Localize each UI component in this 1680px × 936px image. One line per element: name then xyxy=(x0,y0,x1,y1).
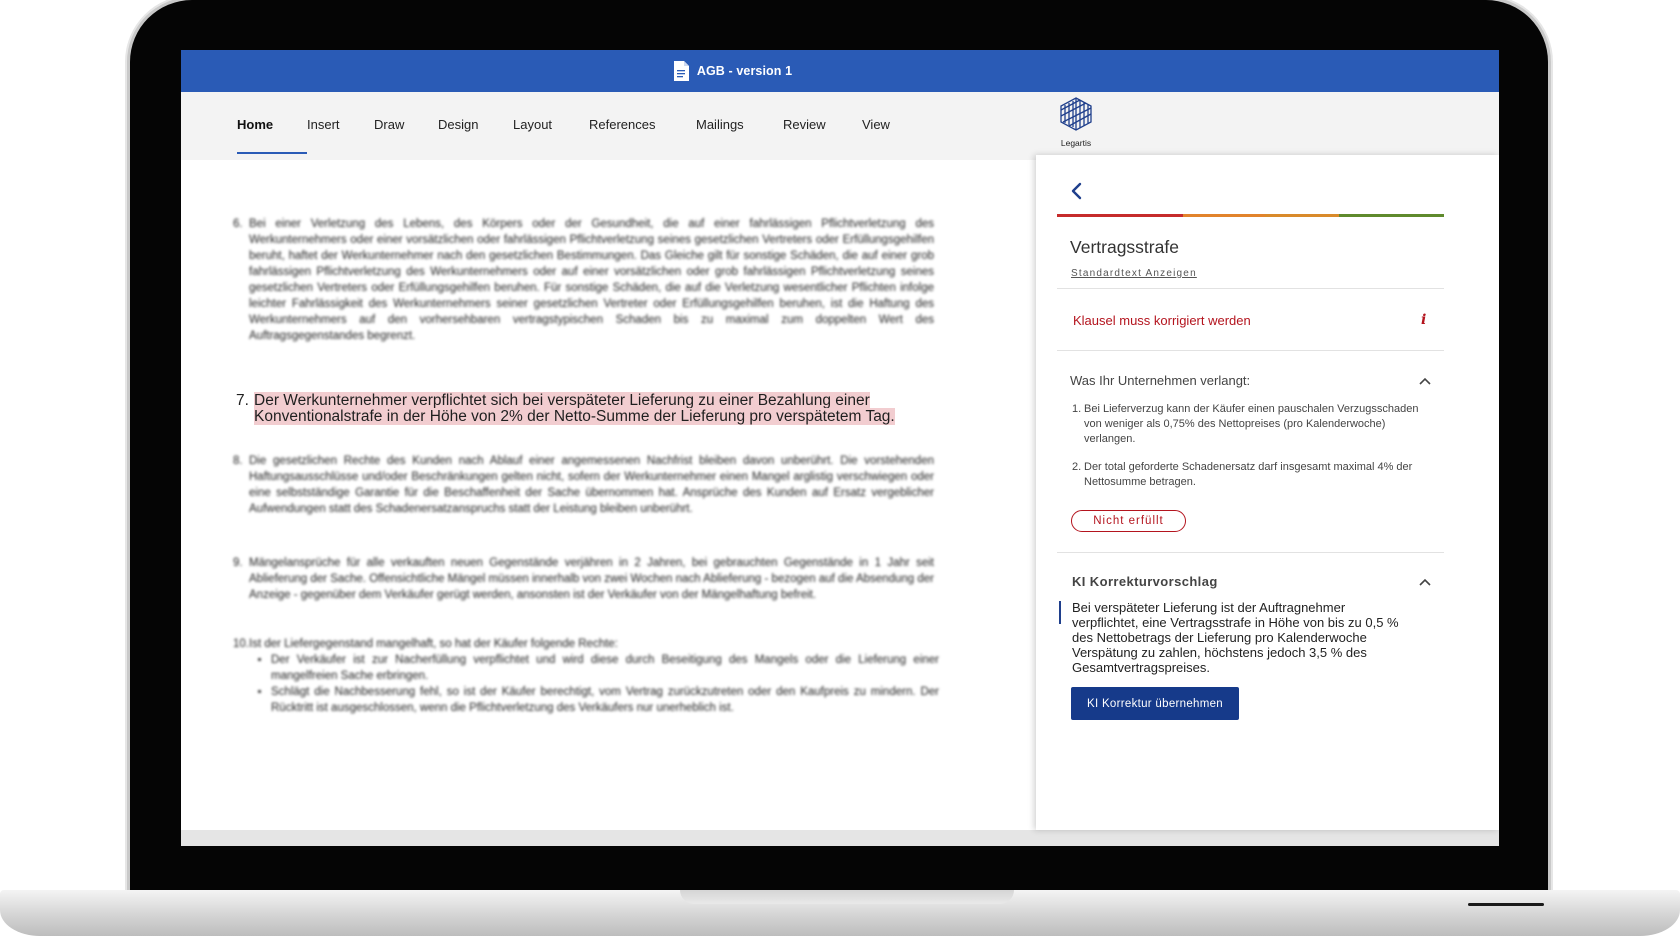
info-icon[interactable]: i xyxy=(1421,312,1427,328)
paragraph-8: 8. Die gesetzlichen Rechte des Kunden nach Ablauf einer angemessenen Nachfrist bleiben davon unberührt. Die vorstehenden Haftungsausschlüsse und/oder Beschränkungen gelten nicht, sofern der Werkunternehmer einen Mangel arglistig verschwiegen oder eine selbstständige Garantie für die Beschaffenheit der Sache übernommen hat. Ansprüche des Kunden auf Ersatz vergeblicher Aufwendungen statt des Schadenersatzanspruchs statt der Leistung bleiben unberührt. xyxy=(233,455,934,515)
legartis-logo-label: Legartis xyxy=(1060,138,1092,148)
ribbon-tabs xyxy=(237,92,912,160)
legartis-logo-icon xyxy=(1058,96,1094,132)
alert-message: Klausel muss korrigiert werden xyxy=(1073,313,1251,328)
tab-layout[interactable]: Layout xyxy=(513,117,553,132)
clause-title: Vertragsstrafe xyxy=(1070,237,1179,257)
divider xyxy=(1057,288,1444,289)
app-screen xyxy=(181,50,1499,846)
document-page[interactable] xyxy=(181,160,1036,830)
paragraph-9: 9. Mängelansprüche für alle verkauften neuen Gegenstände verjähren in 2 Jahren, bei gebrauchten Gegenstände in 1 Jahr seit Ablieferung der Sache. Offensichtliche Mängel müssen innerhalb von zwei Wochen nach Ablieferung - bezogen auf die Absendung der Anzeige - gegenüber dem Verkäufer gerügt werden, ansonsten ist der Verkäufer von der Mängelhaftung befreit. xyxy=(233,557,934,601)
tab-draw[interactable]: Draw xyxy=(374,117,405,132)
list-item: 2. Der total geforderte Schadenersatz darf insgesamt maximal 4% der Nettosumme betragen. xyxy=(1072,461,1413,488)
ai-suggestion-text: Bei verspäteter Lieferung ist der Auftragnehmer verpflichtet, eine Vertragsstrafe in Höhe von bis zu 0,5 % des Nettobetrags der Lieferung pro Kalenderwoche Verspätung zu zahlen, höchstens jedoch 3,5 % des Gesamtvertragspreises. xyxy=(1072,600,1399,675)
divider xyxy=(1057,552,1444,553)
legartis-panel xyxy=(1036,155,1499,830)
list-item: 1. Bei Lieferverzug kann der Käufer einen pauschalen Verzugsschaden von weniger als 0,75% des Nettopreises (pro Kalenderwoche) verlangen. xyxy=(1072,403,1419,445)
document-title: AGB - version 1 xyxy=(696,64,793,78)
highlighted-clause[interactable]: Der Werkunternehmer verpflichtet sich bei verspäteter Lieferung zu einer Bezahlung einer Konventionalstrafe in der Höhe von 2% der Netto-Summe der Lieferung pro verspätetem Tag. xyxy=(254,392,895,425)
ai-suggestion-title: KI Korrekturvorschlag xyxy=(1072,574,1218,589)
chevron-up-icon[interactable] xyxy=(1419,578,1431,586)
list-item: • Schlägt die Nachbesserung fehl, so ist der Käufer berechtigt, vom Vertrag zurückzutreten oder den Kaufpreis zu mindern. Der Rücktritt ist ausgeschlossen, wenn die Pflichtverletzung des Verkäufers nur unerheblich ist. xyxy=(271,684,939,716)
tab-view[interactable]: View xyxy=(862,117,890,132)
apply-ai-correction-button[interactable]: KI Korrektur übernehmen xyxy=(1071,687,1239,720)
legartis-addin[interactable] xyxy=(1052,96,1100,148)
laptop-notch xyxy=(680,890,1014,904)
tab-review[interactable]: Review xyxy=(783,117,826,132)
title-bar xyxy=(181,50,1499,92)
tab-design[interactable]: Design xyxy=(438,117,479,132)
tab-insert[interactable]: Insert xyxy=(307,117,340,132)
ribbon xyxy=(181,92,1499,160)
chevron-up-icon[interactable] xyxy=(1419,377,1431,385)
standard-text-link[interactable]: Standardtext Anzeigen xyxy=(1071,268,1197,279)
requirements-title: Was Ihr Unternehmen verlangt: xyxy=(1070,373,1251,388)
tab-mailings[interactable]: Mailings xyxy=(696,117,744,132)
document-icon xyxy=(673,61,689,81)
suggestion-accent-bar xyxy=(1059,601,1061,624)
requirements-list xyxy=(1072,402,1422,503)
tab-home[interactable]: Home xyxy=(237,92,307,160)
divider xyxy=(1057,350,1444,351)
paragraph-6: 6. Bei einer Verletzung des Lebens, des Körpers oder der Gesundheit, die auf einer fahrlässigen Pflichtverletzung des Werkunternehmers oder einer vorsätzlichen oder fahrlässigen Pflichtverletzung seines gesetzlichen Vertreters oder Erfüllungsgehilfen beruht, haftet der Werkunternehmer nach den gesetzlichen Bestimmungen. Das Gleiche gilt für sonstige Schäden, die auf einer grob fahrlässigen Pflichtverletzung des Werkunternehmers oder auf einer vorsätzlichen oder grob fahrlässigen Pflichtverletzung seines gesetzlichen Vertreters oder Erfüllungsgehilfen beruhen. Für sonstige Schäden, die auf die Verletzung wesentlicher Pflichten infolge leichter Fahrlässigkeit des Werkunternehmers seiner gesetzlichen Vertreter oder Erfüllungsgehilfen beruhen, ist die Haftung des Werkunternehmers auf den vorhersehbaren vertragstypischen Schaden bis zu maximal zum doppelten Wert des Auftragsgegenstandes begrenzt. xyxy=(233,218,934,342)
tab-references[interactable]: References xyxy=(589,117,656,132)
paragraph-10: 10. Ist der Liefergegenstand mangelhaft, so hat der Käufer folgende Rechte: • Der Verkäufer ist zur Nacherfüllung verpflichtet und wird diese durch Beseitigung des Mangels oder die Lieferung einer mangelfreien Sache erbringen. • Schlägt die Nachbesserung fehl, so ist der Käufer berechtigt, vom Vertrag zurückzutreten oder den Kaufpreis zu mindern. Der Rücktritt ist ausgeschlossen, wenn die Pflichtverletzung des Verkäufers nur unerheblich ist. xyxy=(249,636,939,716)
paragraph-7-highlighted[interactable]: 7. Der Werkunternehmer verpflichtet sich bei verspäteter Lieferung zu einer Bezahlung einer Konventionalstrafe in der Höhe von 2% der Netto-Summe der Lieferung pro verspätetem Tag. xyxy=(236,392,895,425)
status-color-bar xyxy=(1057,214,1444,217)
laptop-base-line xyxy=(1468,903,1544,906)
chevron-left-icon[interactable] xyxy=(1070,182,1084,200)
status-badge: Nicht erfüllt xyxy=(1071,510,1186,532)
list-item: • Der Verkäufer ist zur Nacherfüllung verpflichtet und wird diese durch Beseitigung des Mangels oder die Lieferung einer mangelfreien Sache erbringen. xyxy=(271,652,939,684)
